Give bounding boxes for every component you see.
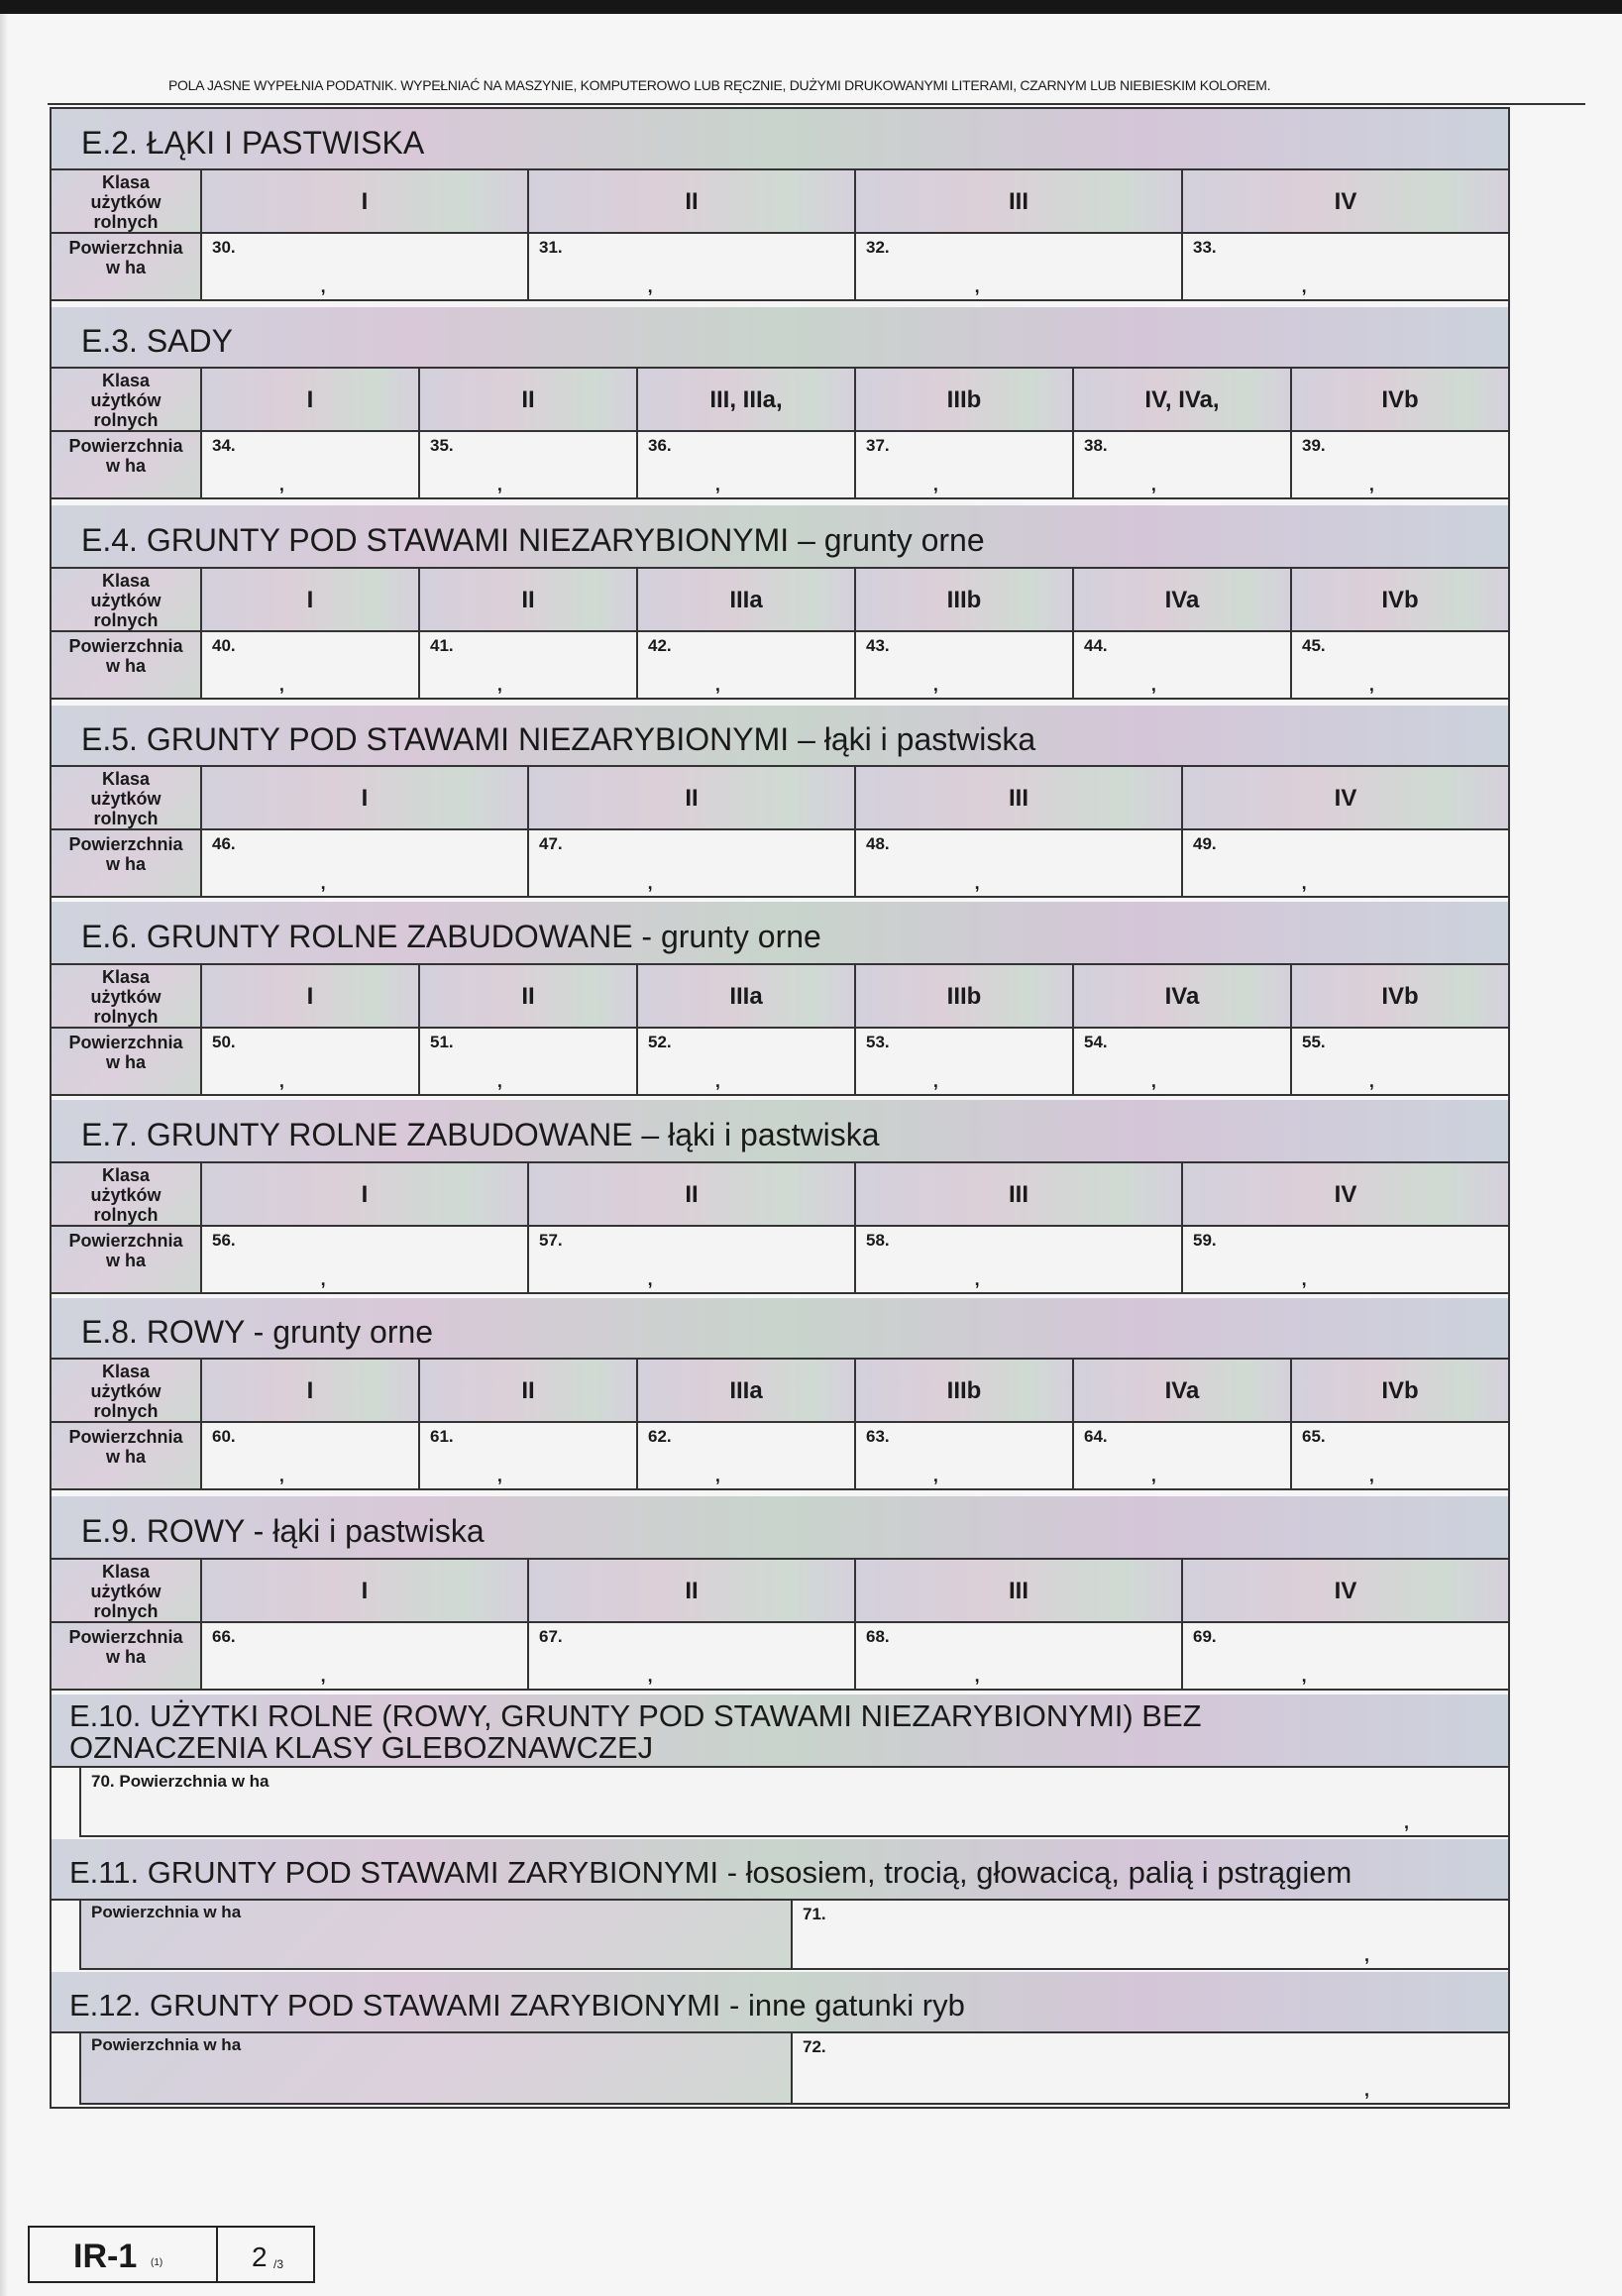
area-input-field[interactable] (1290, 1423, 1508, 1490)
decimal-comma: , (1403, 1812, 1409, 1832)
section-title: E.2. ŁĄKI I PASTWISKA (52, 109, 1508, 170)
area-input-field[interactable] (527, 830, 854, 898)
class-row-label: Klasa użytków rolnych (52, 1560, 200, 1623)
form-code: IR-1 (73, 2238, 138, 2275)
section-title: E.6. GRUNTY ROLNE ZABUDOWANE - grunty orne (52, 902, 1508, 965)
decimal-comma: , (647, 1269, 653, 1289)
section-7 (52, 1100, 1508, 1294)
soil-class-header: IVa (1072, 1360, 1290, 1423)
decimal-comma: , (496, 475, 502, 494)
section-title: E.12. GRUNTY POD STAWAMI ZARYBIONYMI - inne gatunki ryb (52, 1972, 1508, 2033)
section-title: E.3. SADY (52, 307, 1508, 369)
class-row-label: Klasa użytków rolnych (52, 1360, 200, 1423)
decimal-comma: , (974, 873, 980, 893)
area-input-field[interactable] (1290, 1029, 1508, 1096)
area-input-field[interactable] (79, 1768, 1508, 1837)
area-input-field[interactable] (636, 1423, 854, 1490)
soil-class-header: I (200, 170, 527, 234)
field-number: 58. (866, 1231, 890, 1250)
field-number: 71. (803, 1905, 826, 1923)
area-input-field[interactable] (791, 2033, 1508, 2105)
area-row-label: Powierzchnia w ha (52, 432, 200, 499)
section-8 (52, 1298, 1508, 1490)
soil-class-header: III (854, 1163, 1181, 1227)
section-title: E.8. ROWY - grunty orne (52, 1298, 1508, 1360)
decimal-comma: , (932, 675, 938, 695)
decimal-comma: , (1150, 675, 1156, 695)
field-number: 57. (539, 1231, 563, 1250)
field-number: 72. (803, 2037, 826, 2056)
soil-class-header: IIIa (636, 569, 854, 632)
soil-class-header: IV (1181, 1163, 1508, 1227)
decimal-comma: , (1150, 1466, 1156, 1485)
soil-class-header: IIIa (636, 1360, 854, 1423)
soil-class-header: IVb (1290, 369, 1508, 432)
decimal-comma: , (1301, 873, 1307, 893)
decimal-comma: , (932, 1071, 938, 1091)
soil-class-header: IIIb (854, 569, 1072, 632)
area-input-field[interactable] (418, 1029, 636, 1096)
section-9 (52, 1496, 1508, 1691)
area-input-field[interactable] (854, 1029, 1072, 1096)
field-number: 61. (430, 1427, 454, 1446)
scan-top-edge (0, 0, 1622, 14)
section-title: E.4. GRUNTY POD STAWAMI NIEZARYBIONYMI – grunty orne (52, 505, 1508, 569)
soil-class-header: IV (1181, 767, 1508, 830)
field-number: 53. (866, 1033, 890, 1051)
area-row-label: Powierzchnia w ha (52, 1623, 200, 1691)
field-number: 54. (1084, 1033, 1108, 1051)
decimal-comma: , (714, 675, 720, 695)
area-input-field[interactable] (527, 1227, 854, 1294)
field-number: 60. (212, 1427, 236, 1446)
decimal-comma: , (974, 1666, 980, 1686)
field-number: 45. (1302, 636, 1326, 655)
class-row-label: Klasa użytków rolnych (52, 170, 200, 234)
field-number: 40. (212, 636, 236, 655)
section-title: E.9. ROWY - łąki i pastwiska (52, 1496, 1508, 1560)
soil-class-header: IV (1181, 1560, 1508, 1623)
soil-class-header: II (418, 1360, 636, 1423)
page-number: 2 (252, 2241, 268, 2272)
soil-class-header: I (200, 1360, 418, 1423)
decimal-comma: , (1368, 1466, 1374, 1485)
decimal-comma: , (974, 276, 980, 296)
field-number: 64. (1084, 1427, 1108, 1446)
section-4 (52, 505, 1508, 700)
section-title: E.7. GRUNTY ROLNE ZABUDOWANE – łąki i pastwiska (52, 1100, 1508, 1163)
decimal-comma: , (1368, 675, 1374, 695)
field-number: 68. (866, 1627, 890, 1646)
field-number: 32. (866, 238, 890, 257)
soil-class-header: II (527, 1560, 854, 1623)
area-input-field[interactable] (1290, 432, 1508, 499)
soil-class-header: IVb (1290, 1360, 1508, 1423)
class-row-label: Klasa użytków rolnych (52, 569, 200, 632)
decimal-comma: , (1368, 1071, 1374, 1091)
field-number: 43. (866, 636, 890, 655)
field-number: 66. (212, 1627, 236, 1646)
section-11 (52, 1839, 1508, 1974)
field-number: 46. (212, 834, 236, 853)
area-input-field[interactable] (854, 1623, 1181, 1691)
area-label-text: Powierzchnia w ha (91, 1903, 242, 1921)
decimal-comma: , (320, 1666, 326, 1686)
soil-class-header: IV, IVa, (1072, 369, 1290, 432)
area-input-field[interactable] (854, 632, 1072, 700)
notice-rule (48, 103, 1585, 105)
area-input-field[interactable] (200, 1623, 527, 1691)
soil-class-header: IVb (1290, 569, 1508, 632)
soil-class-header: IIIb (854, 369, 1072, 432)
area-row-label: Powierzchnia w ha (52, 632, 200, 700)
area-input-field[interactable] (636, 632, 854, 700)
field-number: 34. (212, 436, 236, 455)
area-input-field[interactable] (418, 632, 636, 700)
section-6 (52, 902, 1508, 1096)
area-input-field[interactable] (1181, 1227, 1508, 1294)
soil-class-header: I (200, 569, 418, 632)
decimal-comma: , (496, 1466, 502, 1485)
area-input-field[interactable] (200, 1423, 418, 1490)
section-2 (52, 109, 1508, 301)
area-row-label: Powierzchnia w ha (52, 1423, 200, 1490)
soil-class-header: I (200, 767, 527, 830)
soil-class-header: IIIa (636, 965, 854, 1029)
field-number: 70. Powierzchnia w ha (91, 1772, 270, 1791)
area-row-label: Powierzchnia w ha (52, 830, 200, 898)
field-number: 47. (539, 834, 563, 853)
land-classification-form (50, 107, 1510, 2109)
decimal-comma: , (714, 1071, 720, 1091)
class-row-label: Klasa użytków rolnych (52, 369, 200, 432)
decimal-comma: , (1150, 1071, 1156, 1091)
decimal-comma: , (714, 475, 720, 494)
section-5 (52, 706, 1508, 898)
field-number: 42. (648, 636, 672, 655)
soil-class-header: III (854, 170, 1181, 234)
area-row-label (79, 1901, 791, 1970)
field-number: 44. (1084, 636, 1108, 655)
area-input-field[interactable] (200, 830, 527, 898)
decimal-comma: , (647, 1666, 653, 1686)
soil-class-header: IVb (1290, 965, 1508, 1029)
area-row-label: Powierzchnia w ha (52, 1227, 200, 1294)
field-number: 37. (866, 436, 890, 455)
area-input-field[interactable] (1072, 632, 1290, 700)
area-input-field[interactable] (1181, 234, 1508, 301)
soil-class-header: IVa (1072, 569, 1290, 632)
decimal-comma: , (320, 1269, 326, 1289)
field-number: 36. (648, 436, 672, 455)
area-input-field[interactable] (200, 1029, 418, 1096)
decimal-comma: , (1368, 475, 1374, 494)
class-row-label: Klasa użytków rolnych (52, 767, 200, 830)
scan-left-edge (0, 14, 8, 2296)
field-number: 35. (430, 436, 454, 455)
area-input-field[interactable] (527, 234, 854, 301)
field-number: 50. (212, 1033, 236, 1051)
field-number: 38. (1084, 436, 1108, 455)
area-input-field[interactable] (854, 234, 1181, 301)
soil-class-header: I (200, 1163, 527, 1227)
field-number: 62. (648, 1427, 672, 1446)
area-input-field[interactable] (854, 1423, 1072, 1490)
form-footer (28, 2226, 315, 2283)
section-title: E.10. UŻYTKI ROLNE (ROWY, GRUNTY POD STAWAMI NIEZARYBIONYMI) BEZ OZNACZENIA KLASY GLEBOZNAWCZEJ (52, 1695, 1508, 1768)
decimal-comma: , (1363, 1945, 1369, 1965)
area-input-field[interactable] (1181, 1623, 1508, 1691)
field-number: 39. (1302, 436, 1326, 455)
area-input-field[interactable] (854, 1227, 1181, 1294)
field-number: 55. (1302, 1033, 1326, 1051)
decimal-comma: , (320, 873, 326, 893)
footer-divider (216, 2228, 218, 2281)
area-row-label: Powierzchnia w ha (52, 234, 200, 301)
soil-class-header: I (200, 965, 418, 1029)
form-version: (1) (151, 2257, 163, 2268)
field-number: 49. (1193, 834, 1217, 853)
area-input-field[interactable] (854, 830, 1181, 898)
area-label-text: Powierzchnia w ha (91, 2035, 242, 2054)
soil-class-header: II (418, 965, 636, 1029)
section-10 (52, 1695, 1508, 1839)
area-input-field[interactable] (1181, 830, 1508, 898)
soil-class-header: IIIb (854, 965, 1072, 1029)
decimal-comma: , (278, 475, 284, 494)
area-input-field[interactable] (1072, 432, 1290, 499)
soil-class-header: II (527, 1163, 854, 1227)
area-input-field[interactable] (636, 432, 854, 499)
section-title: E.11. GRUNTY POD STAWAMI ZARYBIONYMI - łososiem, trocią, głowacicą, palią i pstrągiem (52, 1839, 1508, 1901)
soil-class-header: II (527, 170, 854, 234)
area-input-field[interactable] (527, 1623, 854, 1691)
field-number: 69. (1193, 1627, 1217, 1646)
field-number: 52. (648, 1033, 672, 1051)
decimal-comma: , (496, 1071, 502, 1091)
area-input-field[interactable] (200, 234, 527, 301)
area-row-label: Powierzchnia w ha (52, 1029, 200, 1096)
decimal-comma: , (320, 276, 326, 296)
fill-instructions: POLA JASNE WYPEŁNIA PODATNIK. WYPEŁNIAĆ NA MASZYNIE, KOMPUTEROWO LUB RĘCZNIE, DUŻYMI DRUKOWANYMI LITERAMI, CZARNYM LUB NIEBIESKIM KOLOREM. (168, 77, 1271, 93)
area-input-field[interactable] (200, 632, 418, 700)
soil-class-header: IV (1181, 170, 1508, 234)
field-number: 48. (866, 834, 890, 853)
decimal-comma: , (278, 1071, 284, 1091)
soil-class-header: II (418, 569, 636, 632)
area-input-field[interactable] (1072, 1029, 1290, 1096)
soil-class-header: II (527, 767, 854, 830)
field-number: 67. (539, 1627, 563, 1646)
field-number: 31. (539, 238, 563, 257)
field-number: 30. (212, 238, 236, 257)
area-input-field[interactable] (418, 1423, 636, 1490)
field-number: 51. (430, 1033, 454, 1051)
area-input-field[interactable] (791, 1901, 1508, 1970)
field-number: 33. (1193, 238, 1217, 257)
decimal-comma: , (278, 1466, 284, 1485)
decimal-comma: , (496, 675, 502, 695)
decimal-comma: , (1301, 1666, 1307, 1686)
soil-class-header: I (200, 1560, 527, 1623)
soil-class-header: III, IIIa, (636, 369, 854, 432)
area-input-field[interactable] (1290, 632, 1508, 700)
decimal-comma: , (278, 675, 284, 695)
page-total: /3 (273, 2257, 284, 2271)
field-number: 59. (1193, 1231, 1217, 1250)
decimal-comma: , (1363, 2080, 1369, 2100)
field-number: 65. (1302, 1427, 1326, 1446)
field-number: 41. (430, 636, 454, 655)
area-input-field[interactable] (418, 432, 636, 499)
soil-class-header: I (200, 369, 418, 432)
decimal-comma: , (932, 475, 938, 494)
decimal-comma: , (647, 276, 653, 296)
section-title: E.5. GRUNTY POD STAWAMI NIEZARYBIONYMI – łąki i pastwiska (52, 706, 1508, 767)
soil-class-header: III (854, 1560, 1181, 1623)
field-number: 56. (212, 1231, 236, 1250)
soil-class-header: IVa (1072, 965, 1290, 1029)
decimal-comma: , (1301, 276, 1307, 296)
area-input-field[interactable] (854, 432, 1072, 499)
section-12 (52, 1972, 1508, 2107)
area-row-label (79, 2033, 791, 2105)
soil-class-header: II (418, 369, 636, 432)
field-number: 63. (866, 1427, 890, 1446)
area-input-field[interactable] (200, 1227, 527, 1294)
area-input-field[interactable] (200, 432, 418, 499)
area-input-field[interactable] (636, 1029, 854, 1096)
area-input-field[interactable] (1072, 1423, 1290, 1490)
class-row-label: Klasa użytków rolnych (52, 965, 200, 1029)
section-3 (52, 307, 1508, 499)
decimal-comma: , (1150, 475, 1156, 494)
soil-class-header: III (854, 767, 1181, 830)
decimal-comma: , (714, 1466, 720, 1485)
decimal-comma: , (1301, 1269, 1307, 1289)
decimal-comma: , (974, 1269, 980, 1289)
decimal-comma: , (932, 1466, 938, 1485)
soil-class-header: IIIb (854, 1360, 1072, 1423)
decimal-comma: , (647, 873, 653, 893)
class-row-label: Klasa użytków rolnych (52, 1163, 200, 1227)
